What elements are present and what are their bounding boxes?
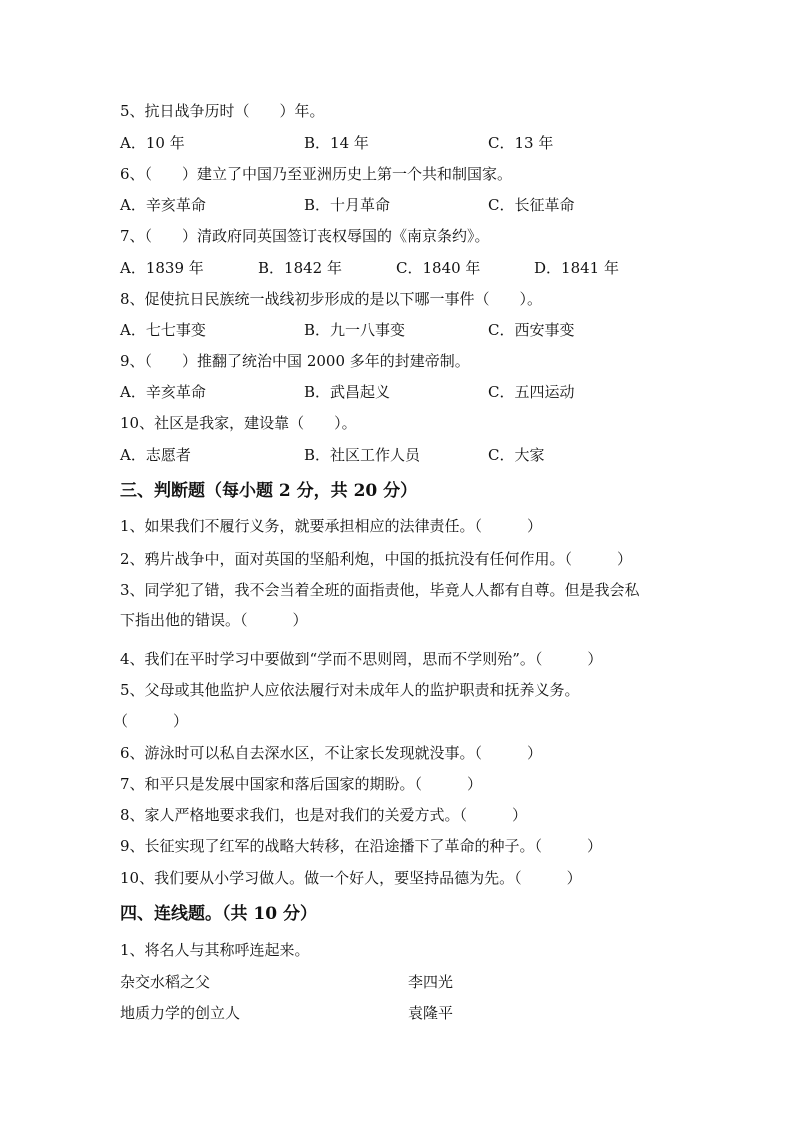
matching-left-item-1: 杂交水稻之父 <box>120 973 211 991</box>
matching-left-item-2: 地质力学的创立人 <box>120 1004 241 1022</box>
q8-option-b: B．九一八事变 <box>304 321 406 339</box>
q5-option-c: C．13 年 <box>488 134 554 152</box>
q6-option-b: B．十月革命 <box>304 196 391 214</box>
q6-option-c: C．长征革命 <box>488 196 575 214</box>
question-10-stem: 10、社区是我家，建设靠（ ）。 <box>120 414 357 432</box>
q7-option-b: B．1842 年 <box>258 259 342 277</box>
question-8-stem: 8、促使抗日民族统一战线初步形成的是以下哪一事件（ ）。 <box>120 290 543 308</box>
q7-option-d: D．1841 年 <box>534 259 619 277</box>
q8-option-a: A．七七事变 <box>120 321 206 339</box>
matching-question-1: 1、将名人与其称呼连起来。 <box>120 941 310 959</box>
q7-option-a: A．1839 年 <box>120 259 204 277</box>
section-4-title: 四、连线题。（共 10 分） <box>120 904 317 924</box>
judgment-item-6: 6、游泳时可以私自去深水区，不让家长发现就没事。（ ） <box>120 744 543 762</box>
question-9-stem: 9、（ ）推翻了统治中国 2000 多年的封建帝制。 <box>120 352 470 370</box>
matching-right-item-2: 袁隆平 <box>408 1004 454 1022</box>
judgment-item-4: 4、我们在平时学习中要做到“学而不思则罔，思而不学则殆”。（ ） <box>120 650 603 668</box>
q10-option-b: B．社区工作人员 <box>304 446 421 464</box>
judgment-item-5-continued: （ ） <box>113 712 189 730</box>
question-5-stem: 5、抗日战争历时（ ）年。 <box>120 102 325 120</box>
q5-option-a: A．10 年 <box>120 134 185 152</box>
judgment-item-7: 7、和平只是发展中国家和落后国家的期盼。（ ） <box>120 775 483 793</box>
question-7-stem: 7、（ ）清政府同英国签订丧权辱国的《南京条约》。 <box>120 227 490 245</box>
q7-option-c: C．1840 年 <box>396 259 481 277</box>
q8-option-c: C．西安事变 <box>488 321 575 339</box>
judgment-item-2: 2、鸦片战争中，面对英国的坚船利炮，中国的抵抗没有任何作用。（ ） <box>120 550 633 568</box>
question-6-stem: 6、（ ）建立了中国乃至亚洲历史上第一个共和制国家。 <box>120 165 513 183</box>
q9-option-a: A．辛亥革命 <box>120 383 206 401</box>
matching-right-item-1: 李四光 <box>408 973 454 991</box>
q9-option-b: B．武昌起义 <box>304 383 391 401</box>
q5-option-b: B．14 年 <box>304 134 369 152</box>
judgment-item-3-continued: 下指出他的错误。（ ） <box>120 611 308 629</box>
q10-option-a: A．志愿者 <box>120 446 191 464</box>
judgment-item-9: 9、长征实现了红军的战略大转移，在沿途播下了革命的种子。（ ） <box>120 837 603 855</box>
judgment-item-8: 8、家人严格地要求我们，也是对我们的关爱方式。（ ） <box>120 806 528 824</box>
q10-option-c: C．大家 <box>488 446 545 464</box>
section-3-title: 三、判断题（每小题 2 分，共 20 分） <box>120 481 418 501</box>
judgment-item-5: 5、父母或其他监护人应依法履行对未成年人的监护职责和抚养义务。 <box>120 681 580 699</box>
judgment-item-3: 3、同学犯了错，我不会当着全班的面指责他，毕竟人人都有自尊。但是我会私 <box>120 581 640 599</box>
q6-option-a: A．辛亥革命 <box>120 196 206 214</box>
judgment-item-10: 10、我们要从小学习做人。做一个好人，要坚持品德为先。（ ） <box>120 869 582 887</box>
q9-option-c: C．五四运动 <box>488 383 575 401</box>
judgment-item-1: 1、如果我们不履行义务，就要承担相应的法律责任。（ ） <box>120 517 543 535</box>
